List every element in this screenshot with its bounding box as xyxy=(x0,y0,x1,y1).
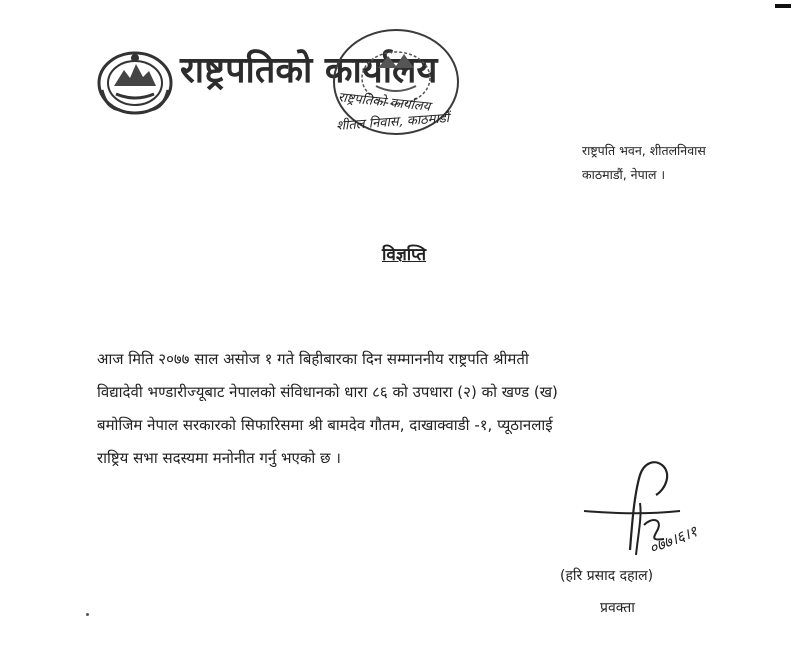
notice-body-line-4: राष्ट्रिय सभा सदस्यमा मनोनीत गर्नु भएको छ । xyxy=(97,449,341,467)
seal-text-line-1: राष्ट्रपतिको कार्यालय xyxy=(337,90,431,115)
signer-name: (हरि प्रसाद दहाल) xyxy=(560,568,654,584)
nepal-coat-of-arms-icon xyxy=(96,50,174,116)
signature-date: ०७७।६।१ xyxy=(646,522,700,558)
office-address xyxy=(582,139,706,187)
scan-corner-mark xyxy=(775,4,791,8)
office-title: राष्ट्रपतिको कार्यालय xyxy=(180,50,438,91)
address-line-1: राष्ट्रपति भवन, शीतलनिवास xyxy=(582,143,706,158)
notice-body-line-2: विद्यादेवी भण्डारीज्यूबाट नेपालको संविधानको धारा ८६ को उपधारा (२) को खण्ड (ख) xyxy=(97,383,558,401)
notice-body-line-3: बमोजिम नेपाल सरकारको सिफारिसमा श्री बामदेव गौतम, दाखाक्वाडी -१, प्यूठानलाई xyxy=(97,416,553,434)
notice-heading: विज्ञप्ति xyxy=(382,245,427,265)
address-line-2: काठमाडौं, नेपाल । xyxy=(582,167,666,182)
notice-body-line-1: आज मिति २०७७ साल असोज १ गते बिहीबारका दिन सम्माननीय राष्ट्रपति श्रीमती xyxy=(97,350,529,368)
scan-dot-mark xyxy=(86,613,89,616)
seal-text-line-2: शीतल निवास, काठमाडौं xyxy=(335,111,450,134)
signer-designation: प्रवक्ता xyxy=(600,600,635,616)
